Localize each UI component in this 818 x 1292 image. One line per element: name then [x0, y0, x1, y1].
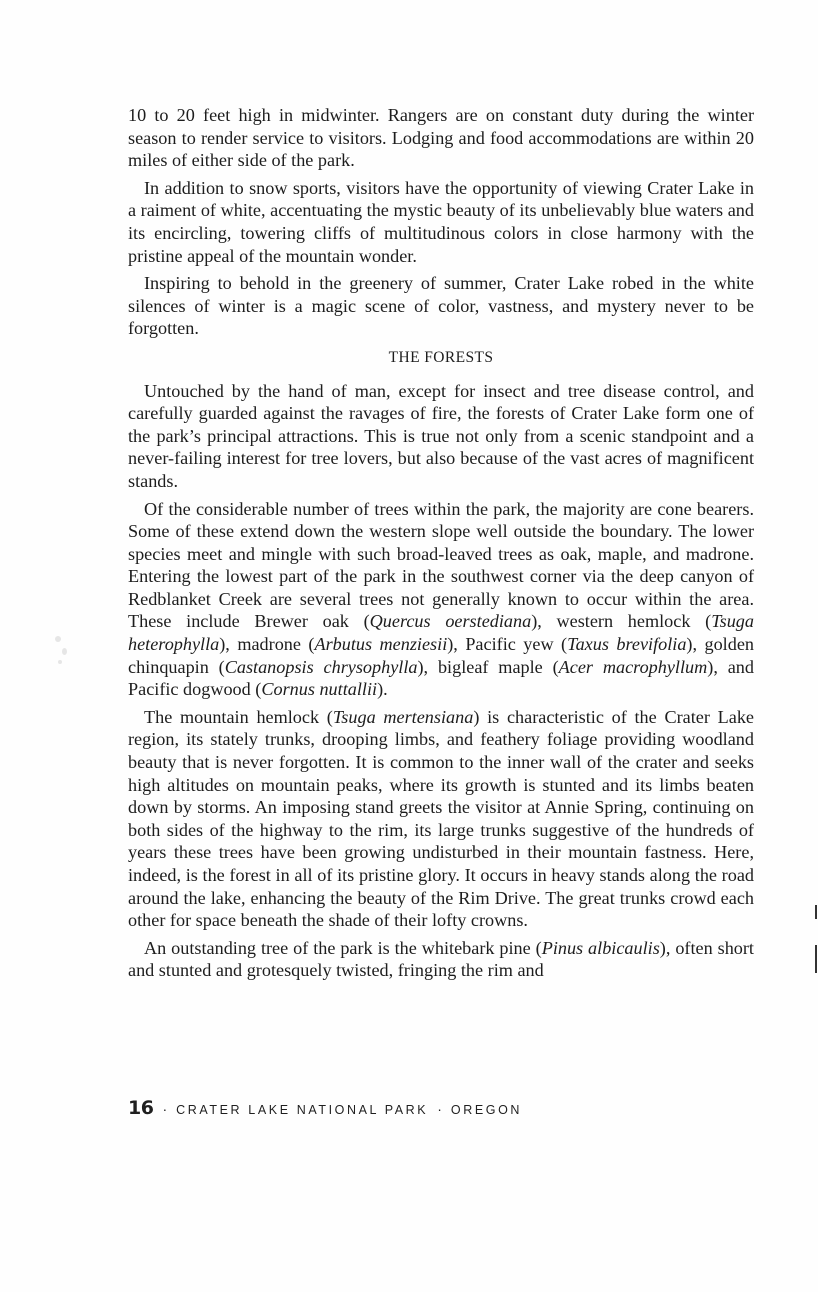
running-title-state: OREGON [450, 1103, 523, 1117]
paragraph [128, 380, 754, 493]
text-run: ), madrone ( [219, 634, 315, 655]
paragraph [128, 272, 754, 340]
scientific-name: Cornus nuttallii [261, 679, 378, 700]
text-run: ), and Pacific dogwood ( [128, 656, 754, 700]
footer-separator: · [162, 1101, 168, 1117]
scientific-name: Castanopsis chrysophylla [224, 656, 418, 677]
text-run: Of the considerable number of trees within the park, the majority are cone bearers. Some of these extend down the western slope well outside the boundary. The lower species meet and mingle with such broad-leaved trees as oak, maple, and madrone. Entering the lowest part of the park in the southwest corner via the deep canyon of Redblanket Creek are several trees not generally known to occur within the area. These include Brewer oak ( [128, 498, 754, 632]
scientific-name: Tsuga mertensiana [332, 706, 474, 727]
footer-separator: · [437, 1101, 442, 1117]
paragraph [128, 706, 754, 932]
page-footer [128, 1097, 522, 1119]
paragraph [128, 177, 754, 267]
text-run: ) is characteristic of the Crater Lake region, its stately trunks, drooping limbs, and feathery foliage providing woodland beauty that is never forgotten. It is common to the inner wall of the crater and seeks high altitudes on mountain peaks, where its growth is stunted and its limbs beaten down by storms. An imposing stand greets the visitor at Annie Spring, continuing on both sides of the highway to the rim, its large trunks suggestive of the hundreds of years these trees have been growing undisturbed in their mountain fastness. Here, indeed, is the forest in all of its pristine glory. It occurs in heavy stands along the road around the lake, enhancing the beauty of the Rim Drive. The great trunks crowd each other for space beneath the shade of their lofty crowns. [128, 706, 754, 931]
text-run: In addition to snow sports, visitors have the opportunity of viewing Crater Lake in a raiment of white, accentuating the mystic beauty of its unbelievably blue waters and its encircling, towering cliffs of multitudinous colors in close harmony with the pristine appeal of the mountain wonder. [128, 177, 754, 266]
page-number: 16 [128, 1097, 154, 1119]
paragraph [128, 104, 754, 172]
text-run: The mountain hemlock ( [144, 706, 333, 727]
scientific-name: Acer macrophyllum [558, 656, 708, 677]
text-run: Untouched by the hand of man, except for insect and tree disease control, and carefully guarded against the ravages of fire, the forests of Crater Lake form one of the park’s principal attractions. This is true not only from a scenic standpoint and a never-failing interest for tree lovers, but also because of the vast acres of magnificent stands. [128, 380, 754, 491]
scan-speck [55, 636, 61, 642]
section-heading: THE FORESTS [388, 348, 494, 366]
scientific-name: Quercus oerstediana [369, 611, 532, 632]
text-run: ), often short and stunted and grotesquely twisted, fringing the rim and [128, 937, 754, 981]
text-run: ). [377, 679, 388, 700]
scientific-name: Arbutus menziesii [314, 634, 448, 655]
scan-speck [58, 660, 62, 664]
paragraph [128, 937, 754, 982]
text-run: An outstanding tree of the park is the whitebark pine ( [144, 937, 542, 958]
paragraph [128, 498, 754, 701]
scientific-name: Pinus albicaulis [541, 937, 660, 958]
text-run: ), golden chinquapin ( [128, 634, 754, 677]
scan-edge-mark [815, 905, 817, 919]
text-run: ), western hemlock ( [531, 611, 712, 632]
text-run: Inspiring to behold in the greenery of summer, Crater Lake robed in the white silences of winter is a magic scene of color, vastness, and mystery never to be forgotten. [128, 273, 754, 339]
text-run: 10 to 20 feet high in midwinter. Rangers are on constant duty during the winter season to render service to visitors. Lodging and food accommodations are within 20 miles of either side of the park. [128, 105, 754, 171]
running-title: CRATER LAKE NATIONAL PARK [176, 1103, 429, 1117]
text-run: ), bigleaf maple ( [417, 656, 559, 677]
body-text [128, 104, 754, 987]
scientific-name: Tsuga heterophylla [128, 611, 754, 655]
scan-speck [62, 648, 67, 655]
text-run: ), Pacific yew ( [447, 634, 568, 655]
scientific-name: Taxus brevifolia [567, 634, 687, 655]
scan-edge-mark [815, 945, 817, 973]
